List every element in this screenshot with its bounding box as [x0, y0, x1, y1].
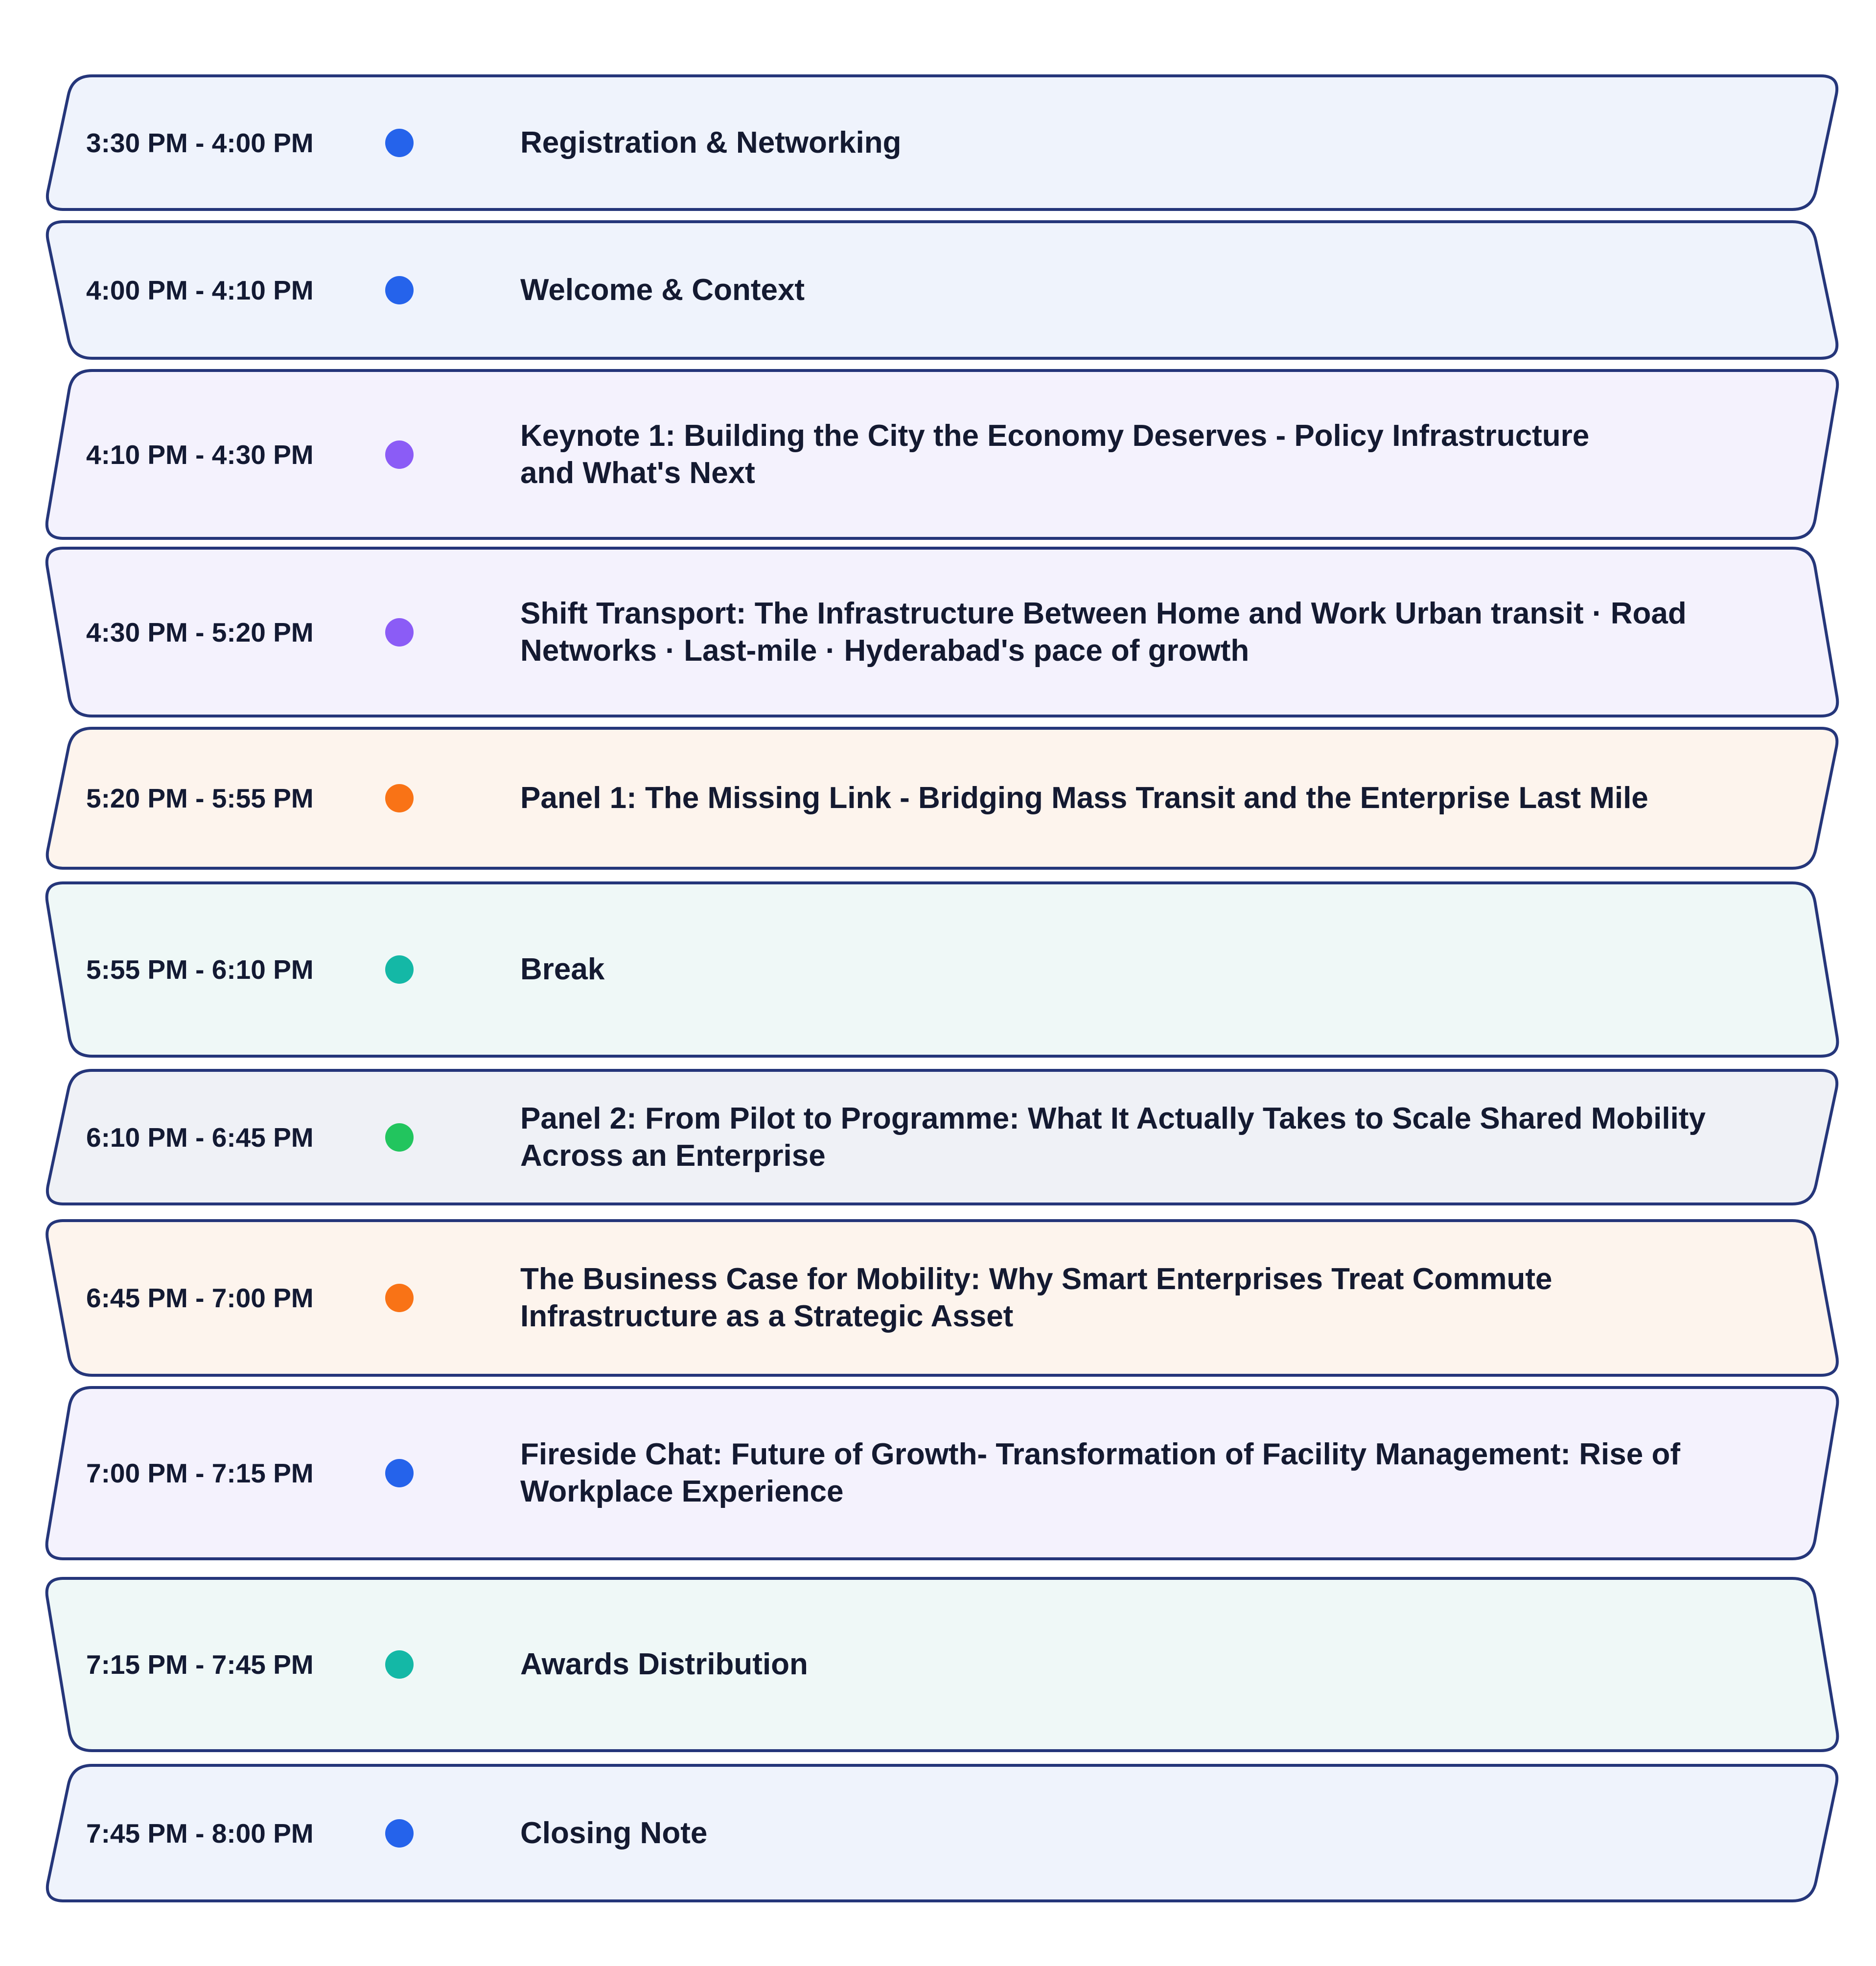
agenda-item-dot-icon	[385, 618, 414, 647]
agenda-item-time: 4:10 PM - 4:30 PM	[86, 439, 314, 470]
agenda-item-time: 7:45 PM - 8:00 PM	[86, 1818, 314, 1849]
agenda-item-title: The Business Case for Mobility: Why Smart Enterprises Treat Commute Infrastructure as a Strategic Asset	[520, 1262, 1552, 1333]
agenda-item-time: 5:55 PM - 6:10 PM	[86, 954, 314, 985]
agenda-item	[0, 883, 1876, 1056]
agenda-item	[0, 1765, 1876, 1901]
agenda-item-dot-icon	[385, 1459, 414, 1487]
agenda-item-title: Keynote 1: Building the City the Economy Deserves - Policy Infrastructure and What's Next	[520, 418, 1590, 490]
agenda-item	[0, 728, 1876, 868]
agenda-item-title: Shift Transport: The Infrastructure Between Home and Work Urban transit · Road Networks · Last-mile · Hyderabad's pace of growth	[520, 596, 1687, 668]
agenda-item-dot-icon	[385, 1284, 414, 1312]
agenda-item	[0, 76, 1876, 209]
agenda-item-dot-icon	[385, 955, 414, 984]
agenda-item-time: 7:00 PM - 7:15 PM	[86, 1458, 314, 1488]
agenda-item-time: 7:15 PM - 7:45 PM	[86, 1649, 314, 1680]
agenda-item	[0, 222, 1876, 358]
agenda-item-time: 5:20 PM - 5:55 PM	[86, 783, 314, 813]
agenda-item-title: Welcome & Context	[520, 273, 805, 307]
agenda-item-time: 6:45 PM - 7:00 PM	[86, 1283, 314, 1313]
agenda-item-dot-icon	[385, 276, 414, 304]
agenda-item-dot-icon	[385, 129, 414, 157]
agenda-item-dot-icon	[385, 440, 414, 469]
agenda-item-dot-icon	[385, 1650, 414, 1679]
agenda-item-title: Break	[520, 952, 605, 986]
agenda-item	[0, 1388, 1876, 1559]
agenda-item	[0, 1070, 1876, 1204]
agenda-item	[0, 1221, 1876, 1375]
agenda-item-title: Fireside Chat: Future of Growth- Transformation of Facility Management: Rise of Workplace Experience	[520, 1437, 1680, 1508]
agenda-item-title: Closing Note	[520, 1816, 708, 1850]
agenda-item	[0, 370, 1876, 538]
agenda-item	[0, 1578, 1876, 1751]
agenda-item-time: 4:00 PM - 4:10 PM	[86, 275, 314, 305]
agenda-item-time: 3:30 PM - 4:00 PM	[86, 127, 314, 158]
agenda-item-title: Registration & Networking	[520, 125, 902, 160]
agenda-item-title: Panel 2: From Pilot to Programme: What It Actually Takes to Scale Shared Mobility Across an Enterprise	[520, 1101, 1706, 1173]
agenda-item-title: Panel 1: The Missing Link - Bridging Mass Transit and the Enterprise Last Mile	[520, 781, 1648, 815]
agenda-item-time: 4:30 PM - 5:20 PM	[86, 617, 314, 648]
agenda-item	[0, 548, 1876, 716]
agenda-item-time: 6:10 PM - 6:45 PM	[86, 1122, 314, 1153]
agenda-item-dot-icon	[385, 784, 414, 812]
agenda-item-dot-icon	[385, 1819, 414, 1848]
agenda-item-dot-icon	[385, 1123, 414, 1152]
agenda-item-title: Awards Distribution	[520, 1647, 808, 1681]
